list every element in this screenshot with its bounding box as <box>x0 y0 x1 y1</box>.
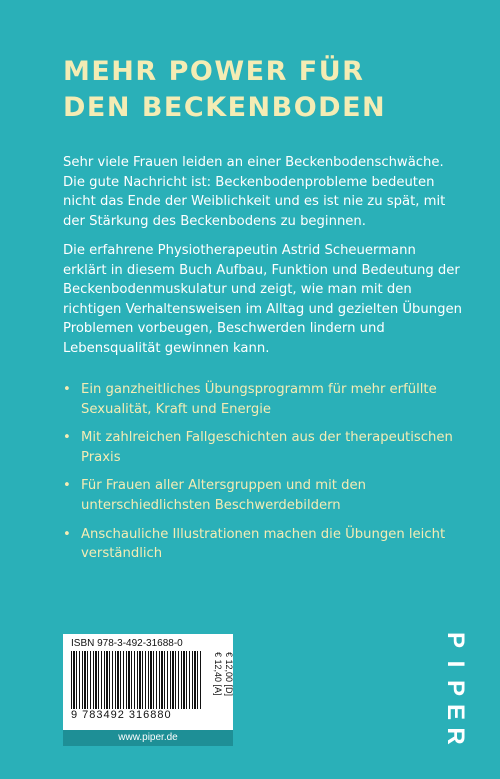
publisher-letter: E <box>442 703 469 720</box>
feature-text: Mit zahlreichen Fallgeschichten aus der therapeutischen Praxis <box>81 430 453 465</box>
feature-item <box>63 428 468 467</box>
bullet-icon: • <box>63 382 71 397</box>
description-paragraph: Die erfahrene Physiotherapeutin Astrid Scheuermann erklärt in diesem Buch Aufbau, Funktion und Bedeutung der Beckenbodenmuskulatur und zeigt, wie man mit den richtigen Verhaltensweisen im Alltag und gezielten Übungen Problemen vorbeugen, Beschwerden lindern und Lebensqualität gewinnen kann. <box>63 243 462 356</box>
publisher-letter: P <box>442 631 469 648</box>
bullet-icon: • <box>63 430 71 446</box>
feature-item <box>63 525 468 564</box>
bullet-icon: • <box>63 526 71 542</box>
publisher-letter: I <box>442 660 469 668</box>
barcode-icon <box>71 651 203 709</box>
price-label <box>214 652 234 708</box>
feature-text: Anschauliche Illustrationen machen die Übungen leicht verständlich <box>81 526 446 562</box>
price-germany: € 12,00 [D] <box>224 652 234 697</box>
publisher-url: www.piper.de <box>63 730 233 746</box>
intro-paragraph: Sehr viele Frauen leiden an einer Beckenbodenschwäche. Die gute Nachricht ist: Beckenbodenprobleme bedeuten nicht das Ende der Weiblichkeit und es ist nie zu spät, mit der Stärkung des Beckenbodens zu beginnen. <box>63 155 446 229</box>
feature-item <box>63 476 468 515</box>
publisher-letter: P <box>442 679 469 696</box>
barcode-box <box>63 634 233 730</box>
publisher-letter: R <box>442 727 469 745</box>
headline <box>63 54 386 126</box>
isbn-label: ISBN 978-3-492-31688-0 <box>71 638 183 649</box>
feature-item <box>63 380 468 419</box>
headline-line: DEN BECKENBODEN <box>63 92 387 123</box>
feature-list <box>63 380 468 573</box>
bullet-icon: • <box>63 478 71 494</box>
feature-text: Für Frauen aller Altersgruppen und mit den unterschiedlichsten Beschwerdebildern <box>81 478 366 513</box>
publisher-logo <box>441 628 469 748</box>
price-austria: € 12,40 [A] <box>213 652 223 696</box>
headline-line: MEHR POWER FÜR <box>63 56 365 87</box>
barcode-digits: 9 783492 316880 <box>71 709 203 721</box>
feature-text: Ein ganzheitliches Übungsprogramm für mehr erfüllte Sexualität, Kraft und Energie <box>81 382 437 417</box>
